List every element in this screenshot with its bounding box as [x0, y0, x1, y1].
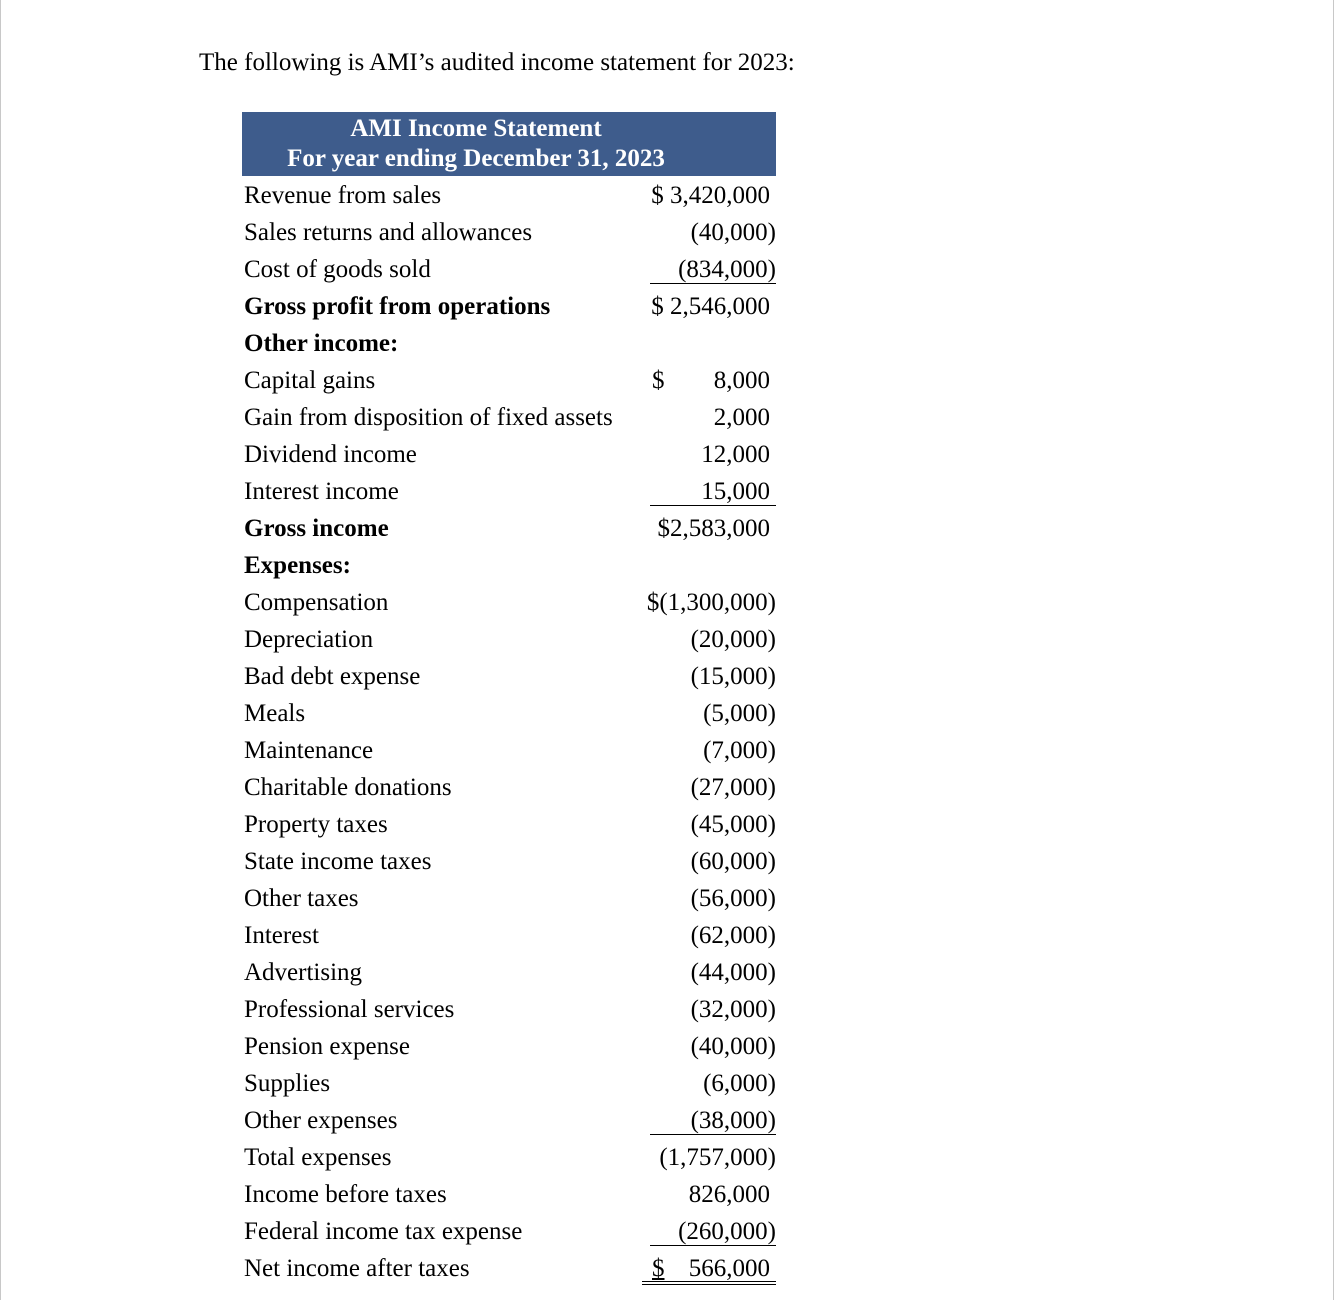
row-label: Compensation	[244, 589, 389, 616]
underline	[650, 283, 776, 284]
underline	[650, 505, 776, 506]
row-label: Federal income tax expense	[244, 1218, 523, 1245]
row-label: Advertising	[244, 959, 363, 986]
row-label: Dividend income	[244, 441, 417, 468]
row-federal-income-tax	[244, 1215, 784, 1252]
row-amount: 2,000	[713, 404, 770, 431]
statement-rows	[244, 179, 784, 1289]
row-label: Other income:	[244, 330, 399, 357]
row-amount: (1,757,000)	[659, 1144, 776, 1171]
currency-symbol: $	[652, 1255, 665, 1282]
row-label: Interest income	[244, 478, 399, 505]
row-gain-disposition	[244, 401, 784, 438]
row-label: Maintenance	[244, 737, 374, 764]
intro-text: The following is AMI’s audited income statement for 2023:	[199, 49, 795, 76]
row-amount: 826,000	[688, 1181, 770, 1208]
row-amount: (38,000)	[690, 1107, 776, 1134]
statement-title: AMI Income Statement	[350, 115, 602, 142]
currency-symbol: $	[652, 367, 665, 394]
row-label: Income before taxes	[244, 1181, 447, 1208]
row-amount: (56,000)	[690, 885, 776, 912]
statement-subtitle: For year ending December 31, 2023	[287, 145, 665, 172]
row-amount: (44,000)	[690, 959, 776, 986]
row-amount: (27,000)	[690, 774, 776, 801]
row-professional-services	[244, 993, 784, 1030]
row-amount: (5,000)	[703, 700, 776, 727]
row-depreciation	[244, 623, 784, 660]
row-amount: (20,000)	[690, 626, 776, 653]
row-amount: (40,000)	[690, 1033, 776, 1060]
row-label: Cost of goods sold	[244, 256, 431, 283]
row-label: Gross profit from operations	[244, 293, 551, 320]
row-meals	[244, 697, 784, 734]
row-amount: (15,000)	[690, 663, 776, 690]
row-gross-profit	[244, 290, 784, 327]
underline	[650, 1245, 776, 1246]
row-amount: 8,000	[713, 367, 770, 394]
row-other-taxes	[244, 882, 784, 919]
row-amount: (6,000)	[703, 1070, 776, 1097]
row-amount: (7,000)	[703, 737, 776, 764]
row-label: Gross income	[244, 515, 389, 542]
row-amount: (60,000)	[690, 848, 776, 875]
row-amount: $ 2,546,000	[651, 293, 770, 320]
row-state-income-taxes	[244, 845, 784, 882]
row-label: Depreciation	[244, 626, 374, 653]
row-label: Property taxes	[244, 811, 388, 838]
row-label: Sales returns and allowances	[244, 219, 533, 246]
row-amount: (260,000)	[678, 1218, 776, 1245]
row-label: Other expenses	[244, 1107, 398, 1134]
statement-header	[242, 112, 776, 176]
row-amount: (32,000)	[690, 996, 776, 1023]
row-label: State income taxes	[244, 848, 432, 875]
row-label: Interest	[244, 922, 319, 949]
row-label: Bad debt expense	[244, 663, 421, 690]
row-interest-income	[244, 475, 784, 512]
row-revenue-from-sales	[244, 179, 784, 216]
row-amount: $ 3,420,000	[651, 182, 770, 209]
row-label: Pension expense	[244, 1033, 410, 1060]
row-capital-gains	[244, 364, 784, 401]
row-cost-of-goods-sold	[244, 253, 784, 290]
row-interest	[244, 919, 784, 956]
underline	[650, 1134, 776, 1135]
row-other-expenses	[244, 1104, 784, 1141]
row-income-before-taxes	[244, 1178, 784, 1215]
row-amount: 566,000	[688, 1255, 770, 1282]
row-amount: (62,000)	[690, 922, 776, 949]
row-other-income-heading	[244, 327, 784, 364]
row-amount: (40,000)	[690, 219, 776, 246]
row-charitable-donations	[244, 771, 784, 808]
row-label: Gain from disposition of fixed assets	[244, 404, 613, 431]
row-bad-debt	[244, 660, 784, 697]
row-amount: 12,000	[701, 441, 770, 468]
page-left-border	[0, 0, 1, 1300]
row-label: Other taxes	[244, 885, 359, 912]
row-amount: (45,000)	[690, 811, 776, 838]
row-label: Capital gains	[244, 367, 376, 394]
row-amount: 15,000	[701, 478, 770, 505]
row-total-expenses	[244, 1141, 784, 1178]
row-label: Charitable donations	[244, 774, 452, 801]
row-expenses-heading	[244, 549, 784, 586]
row-amount: $2,583,000	[657, 515, 770, 542]
row-net-income	[244, 1252, 784, 1289]
row-label: Total expenses	[244, 1144, 392, 1171]
row-label: Revenue from sales	[244, 182, 442, 209]
double-underline	[642, 1281, 776, 1285]
row-label: Professional services	[244, 996, 455, 1023]
row-pension-expense	[244, 1030, 784, 1067]
row-supplies	[244, 1067, 784, 1104]
row-dividend-income	[244, 438, 784, 475]
row-label: Expenses:	[244, 552, 351, 579]
row-property-taxes	[244, 808, 784, 845]
row-amount: (834,000)	[678, 256, 776, 283]
row-maintenance	[244, 734, 784, 771]
row-gross-income	[244, 512, 784, 549]
row-label: Net income after taxes	[244, 1255, 470, 1282]
row-label: Meals	[244, 700, 306, 727]
row-compensation	[244, 586, 784, 623]
row-advertising	[244, 956, 784, 993]
row-label: Supplies	[244, 1070, 331, 1097]
row-sales-returns	[244, 216, 784, 253]
row-amount: $(1,300,000)	[646, 589, 776, 616]
